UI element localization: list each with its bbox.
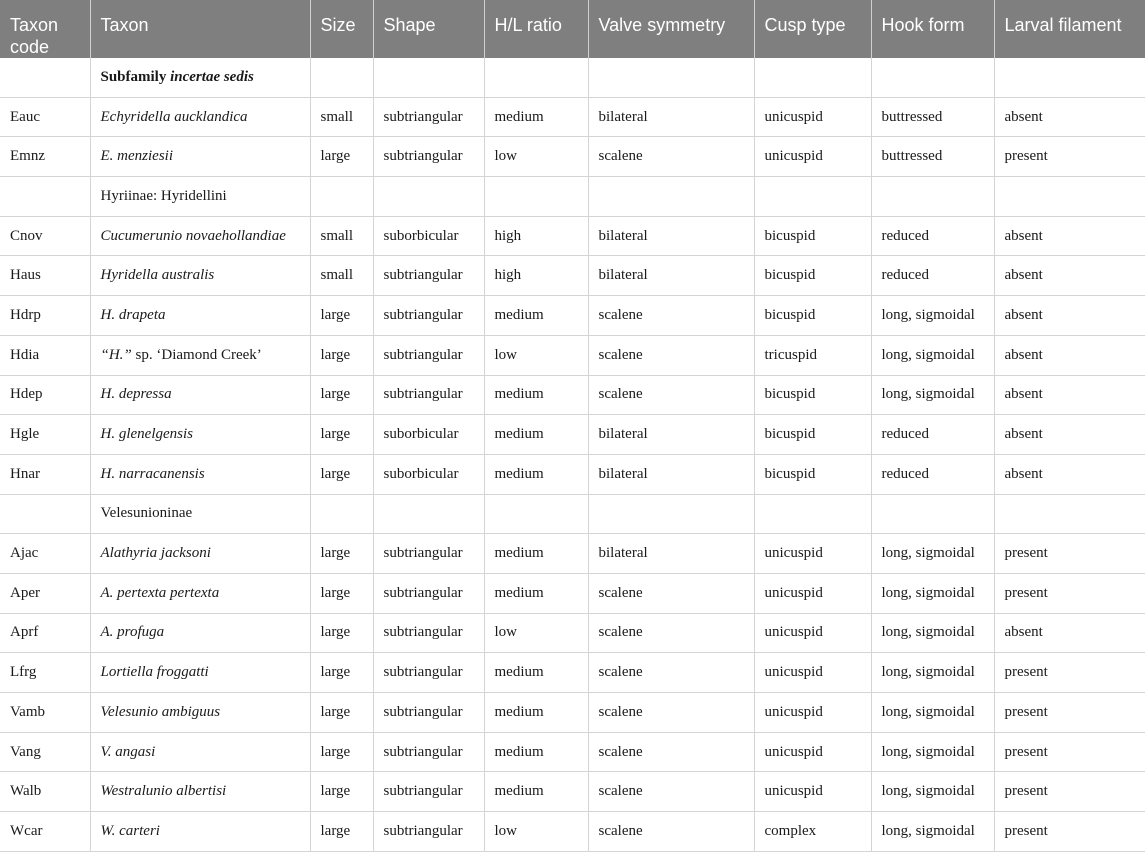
table-row <box>0 693 1145 733</box>
taxon-cell: H. depressa <box>90 375 310 415</box>
shape-cell: subtriangular <box>373 534 484 574</box>
valve-symmetry-cell: bilateral <box>588 534 754 574</box>
hl-ratio-cell: low <box>484 613 588 653</box>
hook-form-cell: long, sigmoidal <box>871 732 994 772</box>
hook-form-cell: buttressed <box>871 97 994 137</box>
size-cell: large <box>310 335 373 375</box>
shape-cell: subtriangular <box>373 137 484 177</box>
table-row <box>0 375 1145 415</box>
cusp-type-cell: unicuspid <box>754 693 871 733</box>
taxon-cell: H. glenelgensis <box>90 415 310 455</box>
taxon-cell: Velesunio ambiguus <box>90 693 310 733</box>
table-row <box>0 216 1145 256</box>
group-row-incertae-sedis <box>0 58 1145 97</box>
table-row <box>0 415 1145 455</box>
table-row <box>0 613 1145 653</box>
taxon-code-cell: Hdrp <box>0 296 90 336</box>
size-cell: small <box>310 97 373 137</box>
taxon-code-cell: Aprf <box>0 613 90 653</box>
valve-symmetry-cell: scalene <box>588 653 754 693</box>
size-cell: large <box>310 137 373 177</box>
cusp-type-cell: unicuspid <box>754 732 871 772</box>
hl-ratio-cell: high <box>484 256 588 296</box>
hl-ratio-cell: medium <box>484 732 588 772</box>
header-valve-symmetry: Valve symmetry <box>588 0 754 58</box>
taxon-code-cell: Emnz <box>0 137 90 177</box>
hook-form-cell: reduced <box>871 415 994 455</box>
taxon-code-cell: Vamb <box>0 693 90 733</box>
taxon-cell: A. pertexta pertexta <box>90 573 310 613</box>
hl-ratio-cell: high <box>484 216 588 256</box>
size-cell: large <box>310 454 373 494</box>
larval-filament-cell: absent <box>994 97 1145 137</box>
size-cell: large <box>310 534 373 574</box>
size-cell: large <box>310 812 373 852</box>
shape-cell: suborbicular <box>373 216 484 256</box>
valve-symmetry-cell: scalene <box>588 375 754 415</box>
cusp-type-cell: bicuspid <box>754 454 871 494</box>
larval-filament-cell: absent <box>994 613 1145 653</box>
valve-symmetry-cell: scalene <box>588 812 754 852</box>
size-cell: large <box>310 613 373 653</box>
table-row <box>0 812 1145 852</box>
taxon-code-cell: Walb <box>0 772 90 812</box>
valve-symmetry-cell: bilateral <box>588 415 754 455</box>
taxon-cell: H. drapeta <box>90 296 310 336</box>
shape-cell: subtriangular <box>373 812 484 852</box>
size-cell: large <box>310 375 373 415</box>
cusp-type-cell: bicuspid <box>754 256 871 296</box>
table-row <box>0 573 1145 613</box>
table-row <box>0 296 1145 336</box>
hl-ratio-cell: medium <box>484 534 588 574</box>
valve-symmetry-cell: scalene <box>588 137 754 177</box>
larval-filament-cell: present <box>994 693 1145 733</box>
taxon-code-cell: Hdia <box>0 335 90 375</box>
taxon-code-cell: Ajac <box>0 534 90 574</box>
shape-cell: subtriangular <box>373 693 484 733</box>
header-hook-form: Hook form <box>871 0 994 58</box>
cusp-type-cell: bicuspid <box>754 415 871 455</box>
header-size: Size <box>310 0 373 58</box>
taxon-cell: A. profuga <box>90 613 310 653</box>
table-row <box>0 534 1145 574</box>
valve-symmetry-cell: bilateral <box>588 454 754 494</box>
hook-form-cell: long, sigmoidal <box>871 693 994 733</box>
valve-symmetry-cell: scalene <box>588 296 754 336</box>
taxon-cell: V. angasi <box>90 732 310 772</box>
hook-form-cell: buttressed <box>871 137 994 177</box>
taxon-code-cell: Wcar <box>0 812 90 852</box>
table-row <box>0 732 1145 772</box>
shape-cell: subtriangular <box>373 613 484 653</box>
size-cell: large <box>310 415 373 455</box>
valve-symmetry-cell: scalene <box>588 573 754 613</box>
hl-ratio-cell: medium <box>484 375 588 415</box>
cusp-type-cell: unicuspid <box>754 772 871 812</box>
cusp-type-cell: unicuspid <box>754 534 871 574</box>
taxon-code-cell: Haus <box>0 256 90 296</box>
taxon-code-cell: Eauc <box>0 97 90 137</box>
shape-cell: subtriangular <box>373 97 484 137</box>
shape-cell: subtriangular <box>373 335 484 375</box>
group-row-velesunioninae <box>0 494 1145 534</box>
group-label: Velesunioninae <box>90 494 310 534</box>
hook-form-cell: reduced <box>871 256 994 296</box>
taxon-cell: Hyridella australis <box>90 256 310 296</box>
hook-form-cell: long, sigmoidal <box>871 772 994 812</box>
larval-filament-cell: present <box>994 772 1145 812</box>
size-cell: large <box>310 732 373 772</box>
header-hl-ratio: H/L ratio <box>484 0 588 58</box>
hook-form-cell: long, sigmoidal <box>871 335 994 375</box>
valve-symmetry-cell: scalene <box>588 693 754 733</box>
table-row <box>0 256 1145 296</box>
table-row <box>0 335 1145 375</box>
taxon-cell: H. narracanensis <box>90 454 310 494</box>
hl-ratio-cell: medium <box>484 415 588 455</box>
hl-ratio-cell: medium <box>484 97 588 137</box>
taxon-cell: Echyridella aucklandica <box>90 97 310 137</box>
shape-cell: subtriangular <box>373 256 484 296</box>
taxon-code-cell: Hdep <box>0 375 90 415</box>
larval-filament-cell: absent <box>994 296 1145 336</box>
valve-symmetry-cell: bilateral <box>588 256 754 296</box>
cusp-type-cell: bicuspid <box>754 296 871 336</box>
hl-ratio-cell: medium <box>484 296 588 336</box>
taxon-cell: Cucumerunio novaehollandiae <box>90 216 310 256</box>
taxon-cell: Westralunio albertisi <box>90 772 310 812</box>
hook-form-cell: reduced <box>871 216 994 256</box>
valve-symmetry-cell: bilateral <box>588 216 754 256</box>
larval-filament-cell: absent <box>994 256 1145 296</box>
hl-ratio-cell: medium <box>484 454 588 494</box>
taxon-cell: E. menziesii <box>90 137 310 177</box>
size-cell: large <box>310 573 373 613</box>
valve-symmetry-cell: scalene <box>588 613 754 653</box>
taxon-cell: W. carteri <box>90 812 310 852</box>
size-cell: large <box>310 772 373 812</box>
header-shape: Shape <box>373 0 484 58</box>
larval-filament-cell: absent <box>994 375 1145 415</box>
shape-cell: suborbicular <box>373 415 484 455</box>
table-row <box>0 653 1145 693</box>
hook-form-cell: long, sigmoidal <box>871 653 994 693</box>
shape-cell: subtriangular <box>373 653 484 693</box>
valve-symmetry-cell: bilateral <box>588 97 754 137</box>
taxon-cell: Alathyria jacksoni <box>90 534 310 574</box>
hook-form-cell: long, sigmoidal <box>871 296 994 336</box>
larval-filament-cell: present <box>994 534 1145 574</box>
cusp-type-cell: unicuspid <box>754 653 871 693</box>
hl-ratio-cell: medium <box>484 693 588 733</box>
table-row <box>0 137 1145 177</box>
cusp-type-cell: unicuspid <box>754 573 871 613</box>
shape-cell: suborbicular <box>373 454 484 494</box>
cusp-type-cell: unicuspid <box>754 97 871 137</box>
shape-cell: subtriangular <box>373 732 484 772</box>
taxon-code-cell: Aper <box>0 573 90 613</box>
taxon-cell: Lortiella froggatti <box>90 653 310 693</box>
table-row <box>0 97 1145 137</box>
hook-form-cell: long, sigmoidal <box>871 375 994 415</box>
shape-cell: subtriangular <box>373 772 484 812</box>
table-row <box>0 772 1145 812</box>
size-cell: large <box>310 693 373 733</box>
shape-cell: subtriangular <box>373 296 484 336</box>
cusp-type-cell: bicuspid <box>754 375 871 415</box>
hook-form-cell: long, sigmoidal <box>871 573 994 613</box>
valve-symmetry-cell: scalene <box>588 335 754 375</box>
size-cell: small <box>310 256 373 296</box>
group-label: Subfamily incertae sedis <box>90 58 310 97</box>
header-cusp-type: Cusp type <box>754 0 871 58</box>
hook-form-cell: reduced <box>871 454 994 494</box>
cusp-type-cell: unicuspid <box>754 613 871 653</box>
taxon-code-cell: Hnar <box>0 454 90 494</box>
hook-form-cell: long, sigmoidal <box>871 613 994 653</box>
group-row-hyriinae <box>0 177 1145 217</box>
table-row <box>0 454 1145 494</box>
taxon-cell: “H.” sp. ‘Diamond Creek’ <box>90 335 310 375</box>
header-taxon: Taxon <box>90 0 310 58</box>
hl-ratio-cell: medium <box>484 653 588 693</box>
taxon-code-cell: Lfrg <box>0 653 90 693</box>
larval-filament-cell: present <box>994 653 1145 693</box>
taxon-code-cell: Cnov <box>0 216 90 256</box>
header-larval-filament: Larval filament <box>994 0 1145 58</box>
cusp-type-cell: unicuspid <box>754 137 871 177</box>
size-cell: large <box>310 653 373 693</box>
size-cell: small <box>310 216 373 256</box>
larval-filament-cell: absent <box>994 454 1145 494</box>
taxon-code-cell: Vang <box>0 732 90 772</box>
larval-filament-cell: present <box>994 732 1145 772</box>
hook-form-cell: long, sigmoidal <box>871 534 994 574</box>
shape-cell: subtriangular <box>373 573 484 613</box>
shape-cell: subtriangular <box>373 375 484 415</box>
larval-filament-cell: absent <box>994 216 1145 256</box>
hl-ratio-cell: low <box>484 335 588 375</box>
taxon-code-cell: Hgle <box>0 415 90 455</box>
hl-ratio-cell: low <box>484 137 588 177</box>
header-taxon-code: Taxon code <box>0 0 90 58</box>
larval-filament-cell: present <box>994 573 1145 613</box>
hl-ratio-cell: low <box>484 812 588 852</box>
valve-symmetry-cell: scalene <box>588 732 754 772</box>
cusp-type-cell: tricuspid <box>754 335 871 375</box>
header-row <box>0 0 1145 58</box>
larval-filament-cell: absent <box>994 415 1145 455</box>
hl-ratio-cell: medium <box>484 573 588 613</box>
hook-form-cell: long, sigmoidal <box>871 812 994 852</box>
cusp-type-cell: bicuspid <box>754 216 871 256</box>
larval-filament-cell: present <box>994 137 1145 177</box>
valve-symmetry-cell: scalene <box>588 772 754 812</box>
group-label: Hyriinae: Hyridellini <box>90 177 310 217</box>
larval-filament-cell: present <box>994 812 1145 852</box>
hl-ratio-cell: medium <box>484 772 588 812</box>
larval-filament-cell: absent <box>994 335 1145 375</box>
size-cell: large <box>310 296 373 336</box>
cusp-type-cell: complex <box>754 812 871 852</box>
